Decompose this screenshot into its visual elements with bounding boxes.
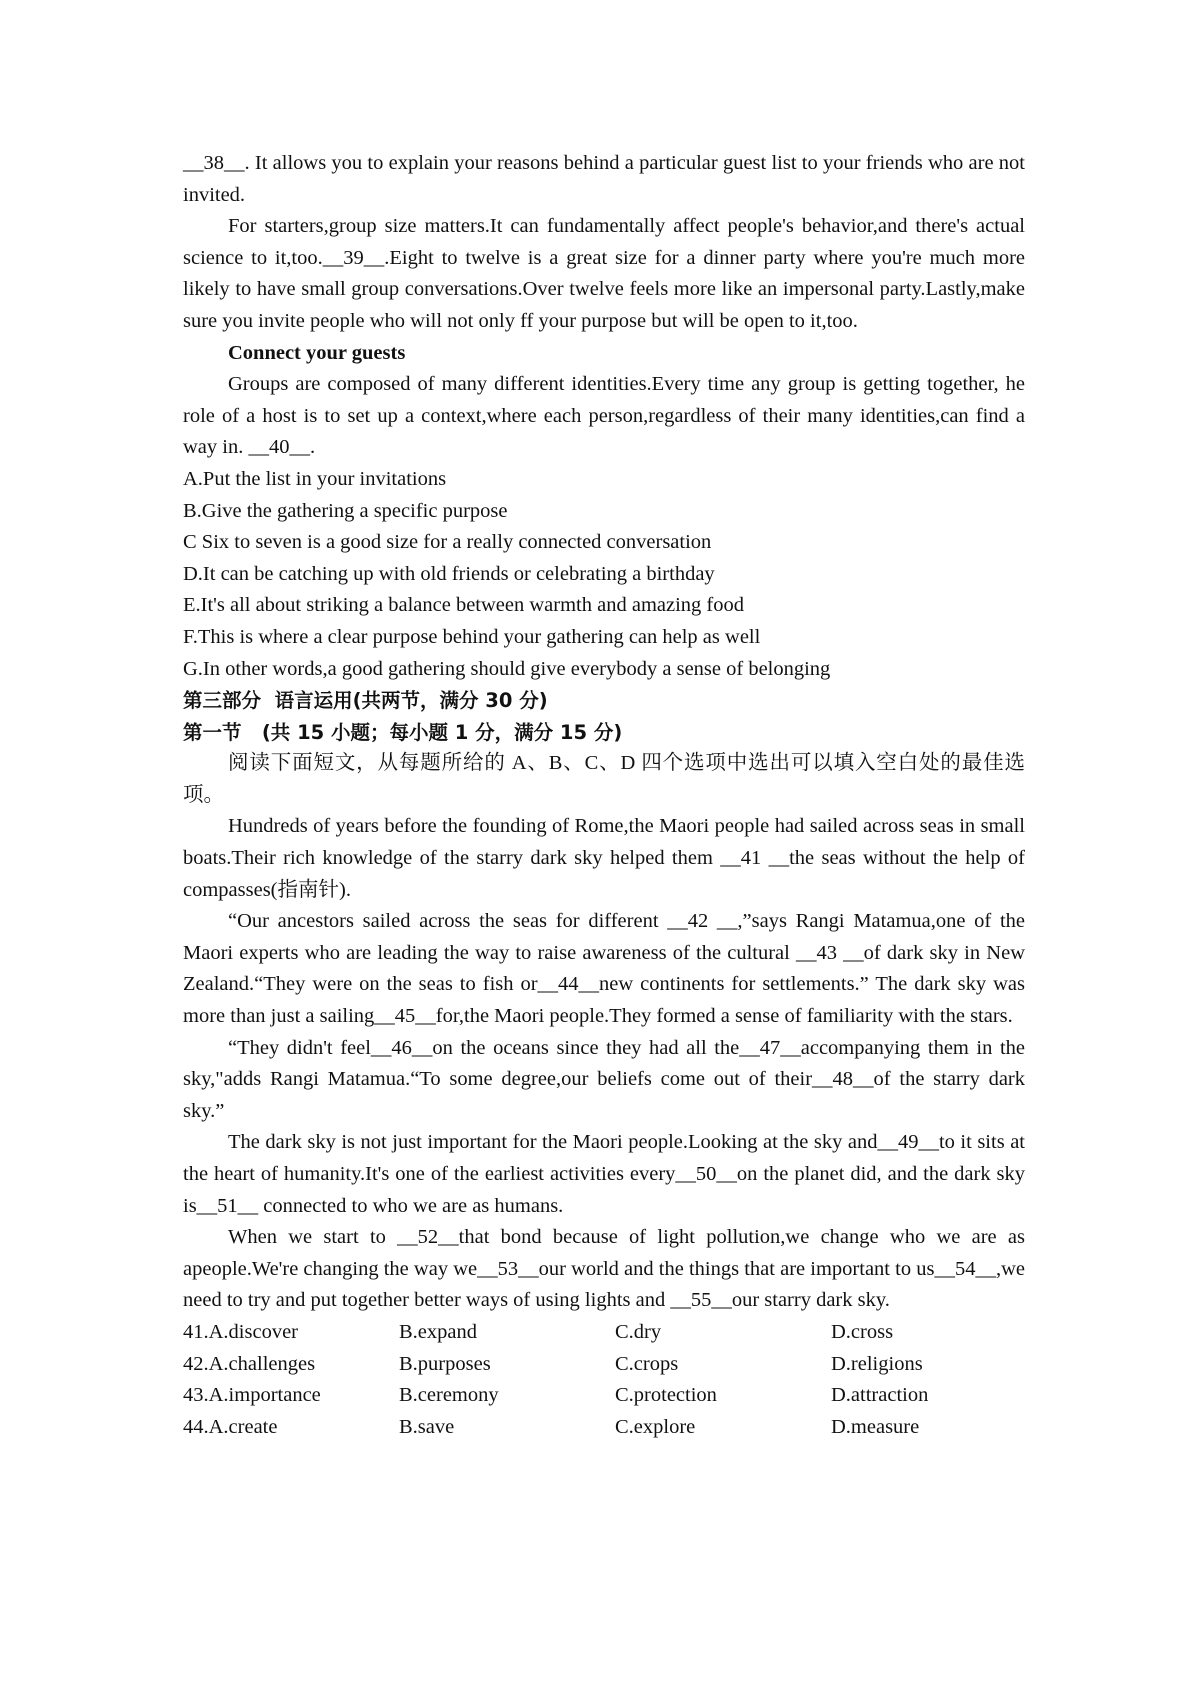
question-44-option-c: C.explore bbox=[615, 1415, 696, 1438]
question-options bbox=[183, 1317, 1025, 1443]
question-41 bbox=[183, 1317, 1025, 1349]
question-44-option-b: B.save bbox=[399, 1415, 455, 1438]
seven-options-list bbox=[183, 464, 1025, 685]
question-42-option-a: 42.A.challenges bbox=[183, 1352, 316, 1375]
question-41-option-c: C.dry bbox=[615, 1320, 662, 1343]
question-44-option-d: D.measure bbox=[831, 1415, 920, 1438]
part-three-title: 第三部分 语言运用(共两节，满分 30 分) bbox=[183, 689, 548, 713]
question-43-option-a: 43.A.importance bbox=[183, 1384, 321, 1407]
question-44-option-a: 44.A.create bbox=[183, 1415, 278, 1438]
question-41-option-a: 41.A.discover bbox=[183, 1320, 299, 1343]
option-a: A.Put the list in your invitations bbox=[183, 467, 447, 490]
section-one-title: 第一节 (共 15 小题；每小题 1 分，满分 15 分) bbox=[183, 720, 623, 744]
section-heading: Connect your guests bbox=[228, 341, 406, 364]
question-43-option-b: B.ceremony bbox=[399, 1384, 499, 1407]
option-b: B.Give the gathering a specific purpose bbox=[183, 499, 508, 522]
question-43 bbox=[183, 1380, 1025, 1412]
question-42-option-b: B.purposes bbox=[399, 1352, 491, 1375]
option-e: E.It's all about striking a balance between warmth and amazing food bbox=[183, 594, 744, 617]
document-page bbox=[183, 148, 1025, 1443]
option-d: D.It can be catching up with old friends or celebrating a birthday bbox=[183, 562, 715, 585]
cloze-paragraph-5: When we start to __52__that bond because of light pollution,we change who we are as apeople.We're changing the way we__53__our world and the things that are important to us__54__,we need to try and put together better ways of using lights and __55__our starry dark sky. bbox=[183, 1226, 1025, 1312]
cloze-instruction: 阅读下面短文，从每题所给的 A、B、C、D 四个选项中选出可以填入空白处的最佳选项。 bbox=[183, 752, 1025, 806]
cloze-paragraph-3: “They didn't feel__46__on the oceans since they had all the__47__accompanying them in the sky,"adds Rangi Matamua.“To some degree,our beliefs come out of their__48__of the starry dark sky.” bbox=[183, 1036, 1025, 1122]
question-41-option-d: D.cross bbox=[831, 1320, 894, 1343]
cloze-paragraph-2: “Our ancestors sailed across the seas for different __42 __,”says Rangi Matamua,one of the Maori experts who are leading the way to raise awareness of the cultural __43 __of dark sky in New Zealand.“They were on the seas to fish or__44__new continents for settlements.” The dark sky was more than just a sailing__45__for,the Maori people.They formed a sense of familiarity with the stars. bbox=[183, 910, 1025, 1028]
paragraph-38: __38__. It allows you to explain your reasons behind a particular guest list to your friends who are not invited. bbox=[183, 152, 1025, 206]
question-44 bbox=[183, 1412, 1025, 1444]
question-43-option-d: D.attraction bbox=[831, 1384, 929, 1407]
option-f: F.This is where a clear purpose behind your gathering can help as well bbox=[183, 625, 761, 648]
question-42-option-c: C.crops bbox=[615, 1352, 679, 1375]
paragraph-connect-guests: Groups are composed of many different identities.Every time any group is getting together, he role of a host is to set up a context,where each person,regardless of their many identities,can find a way in. __40__. bbox=[183, 373, 1025, 459]
question-43-option-c: C.protection bbox=[615, 1384, 717, 1407]
cloze-paragraph-1: Hundreds of years before the founding of Rome,the Maori people had sailed across seas in small boats.Their rich knowledge of the starry dark sky helped them __41 __the seas without the help of compasses(指南针). bbox=[183, 815, 1025, 901]
question-42 bbox=[183, 1349, 1025, 1381]
question-42-option-d: D.religions bbox=[831, 1352, 923, 1375]
option-c: C Six to seven is a good size for a really connected conversation bbox=[183, 531, 712, 554]
question-41-option-b: B.expand bbox=[399, 1320, 477, 1343]
cloze-paragraph-4: The dark sky is not just important for the Maori people.Looking at the sky and__49__to it sits at the heart of humanity.It's one of the earliest activities every__50__on the planet did, and the dark sky is__51__ connected to who we are as humans. bbox=[183, 1131, 1025, 1217]
paragraph-group-size: For starters,group size matters.It can fundamentally affect people's behavior,and there's actual science to it,too.__39__.Eight to twelve is a great size for a dinner party where you're much more likely to have small group conversations.Over twelve feels more like an impersonal party.Lastly,make sure you invite people who will not only ff your purpose but will be open to it,too. bbox=[183, 215, 1025, 332]
option-g: G.In other words,a good gathering should give everybody a sense of belonging bbox=[183, 657, 831, 680]
